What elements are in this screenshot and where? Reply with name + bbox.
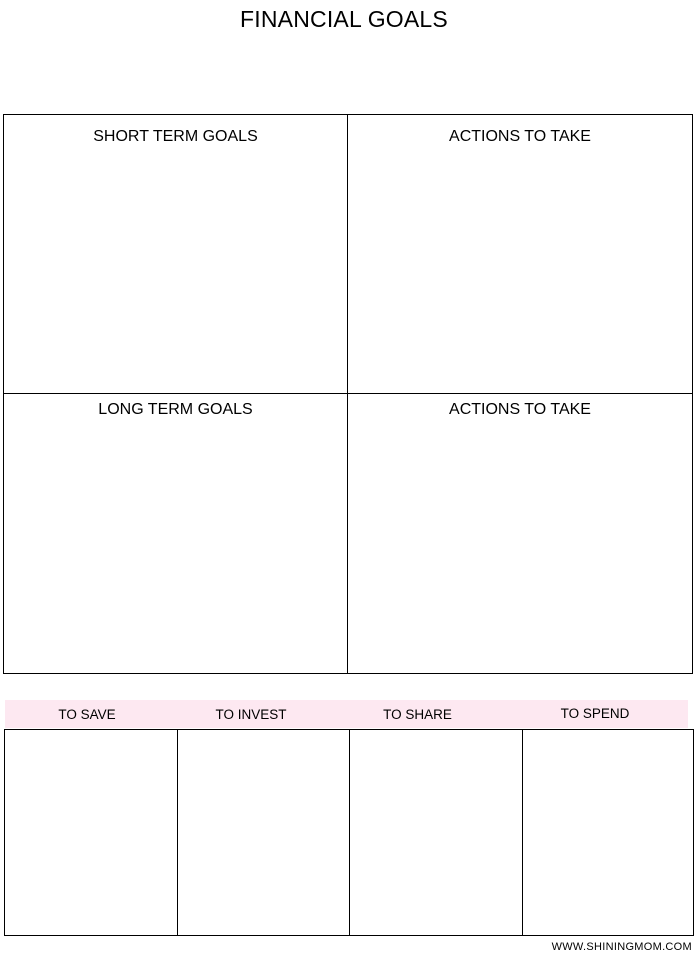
goals-grid — [3, 114, 693, 674]
to-save-label: TO SAVE — [58, 707, 116, 722]
long-term-actions-box[interactable] — [348, 394, 692, 673]
to-spend-label: TO SPEND — [560, 706, 630, 721]
short-term-goals-label: SHORT TERM GOALS — [93, 128, 258, 145]
to-save-box[interactable] — [5, 730, 178, 935]
long-term-actions-label: ACTIONS TO TAKE — [449, 401, 591, 418]
page-title: FINANCIAL GOALS — [240, 6, 448, 32]
long-term-goals-label: LONG TERM GOALS — [98, 401, 253, 418]
short-term-goals-box[interactable] — [4, 115, 348, 394]
to-share-label: TO SHARE — [383, 707, 452, 722]
long-term-goals-box[interactable] — [4, 394, 348, 673]
budget-grid — [4, 729, 694, 936]
to-invest-label: TO INVEST — [215, 707, 287, 722]
website-url: WWW.SHININGMOM.COM — [551, 941, 692, 953]
budget-header-band — [5, 700, 688, 728]
to-spend-box[interactable] — [523, 730, 693, 935]
to-share-box[interactable] — [350, 730, 523, 935]
to-invest-box[interactable] — [178, 730, 350, 935]
short-term-actions-label: ACTIONS TO TAKE — [449, 128, 591, 145]
short-term-actions-box[interactable] — [348, 115, 692, 394]
